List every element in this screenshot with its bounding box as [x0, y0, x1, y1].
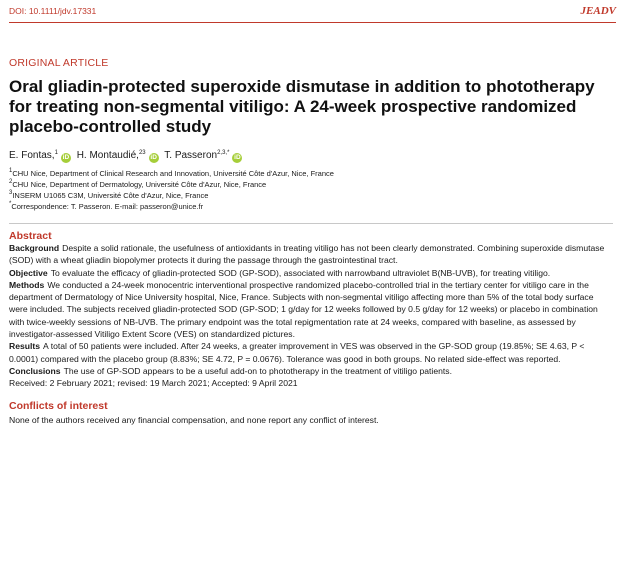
results-label: Results: [9, 341, 41, 352]
page-header: [9, 6, 616, 20]
affiliation-line: [9, 179, 613, 190]
abstract-objective: [9, 267, 613, 279]
affiliations: [9, 168, 613, 212]
background-text: Despite a solid rationale, the usefulness of antioxidants in treating vitiligo has not been clearly demonstrated. Combining superoxide dismutase (SOD) with a wheat gliadin biopolymer protects it during the passage through the gastrointestinal tract.: [9, 243, 605, 266]
results-text: A total of 50 patients were included. After 24 weeks, a greater improvement in VES was observed in the GP-SOD group (19.85%; SE 4.63, P < 0.0001) compared with the placebo group (8.83%; SE 4.72, P = 0.0676). Tolerance was good in both groups. No related side-effect was reported.: [9, 341, 585, 364]
abstract-results: [9, 340, 613, 365]
abstract-background: [9, 242, 613, 267]
journal-name: JEADV: [580, 5, 616, 17]
abstract-body: [9, 242, 613, 390]
abstract-methods: [9, 279, 613, 340]
author-name: T. Passeron: [164, 150, 218, 161]
methods-label: Methods: [9, 279, 45, 290]
header-divider: [9, 22, 616, 23]
correspondence-text[interactable]: Correspondence: T. Passeron. E-mail: passeron@unice.fr: [11, 202, 204, 211]
orcid-icon[interactable]: iD: [234, 154, 241, 161]
affiliation-line: [9, 190, 613, 201]
article-body: [9, 57, 613, 426]
affiliation-number: *: [9, 201, 12, 207]
affiliation-text: CHU Nice, Department of Dermatology, Université Côte d'Azur, Nice, France: [12, 180, 267, 189]
author-name: E. Fontas,: [9, 150, 55, 161]
author-list: [9, 149, 613, 163]
conclusions-text: The use of GP-SOD appears to be a useful add-on to phototherapy in the treatment of vitiligo patients.: [63, 365, 452, 376]
objective-text: To evaluate the efficacy of gliadin-protected SOD (GP-SOD), associated with narrowband ultraviolet B(NB-UVB), for treating vitiligo.: [50, 267, 551, 278]
author-affiliation-ref: 23: [138, 150, 146, 156]
affiliation-number: 1: [9, 168, 13, 174]
affiliation-line: [9, 168, 613, 179]
abstract-heading: Abstract: [9, 230, 52, 242]
methods-text: We conducted a 24-week monocentric interventional prospective randomized placebo-controlled trial in the tertiary center for vitiligo care in the department of Dermatology of Nice University hospital, Nice, France. Subjects with non-segmental vitiligo affecting more than 5% of the total body surface were included. The subjects received gliadin-protected SOD (GP-SOD; 1 g/day for 12 weeks followed by 0.5 g/day for 12 weeks) or placebo in combination with twice-weekly sessions of NB-UVB. The primary endpoint was the total repigmentation rate at 24 weeks, compared with baseline, as assessed by investigator-assessed Vitiligo Extent Score (VES) on standardized pictures.: [9, 279, 598, 340]
background-label: Background: [9, 243, 60, 253]
article-title: Oral gliadin-protected superoxide dismutase in addition to phototherapy for treating non-segmental vitiligo: A 24-week prospective randomized placebo-controlled study: [9, 77, 595, 136]
author-affiliation-ref: 1: [54, 150, 58, 156]
conflicts-text: None of the authors received any financial compensation, and none report any conflict of interest.: [9, 414, 379, 425]
conclusions-label: Conclusions: [9, 365, 61, 376]
orcid-icon[interactable]: iD: [62, 154, 70, 161]
article-type: ORIGINAL ARTICLE: [9, 57, 109, 69]
article-dates: Received: 2 February 2021; revised: 19 March 2021; Accepted: 9 April 2021: [9, 378, 298, 389]
author-affiliation-ref: 2,3,*: [217, 150, 230, 156]
objective-label: Objective: [9, 267, 48, 278]
conflicts-heading: Conflicts of interest: [9, 399, 108, 412]
affiliation-text: INSERM U1065 C3M, Université Côte d'Azur, Nice, France: [12, 191, 209, 200]
correspondence-line: [9, 201, 613, 212]
affiliation-number: 2: [9, 179, 13, 185]
orcid-icon[interactable]: iD: [150, 154, 157, 161]
affiliation-number: 3: [9, 190, 13, 196]
abstract-conclusions: [9, 365, 613, 377]
author-name: H. Montaudié,: [76, 150, 139, 161]
doi-link[interactable]: DOI: 10.1111/jdv.17331: [9, 6, 97, 16]
abstract-divider: [9, 223, 613, 224]
affiliation-text: CHU Nice, Department of Clinical Research and Innovation, Université Côte d'Azur, Nice, France: [12, 169, 334, 178]
